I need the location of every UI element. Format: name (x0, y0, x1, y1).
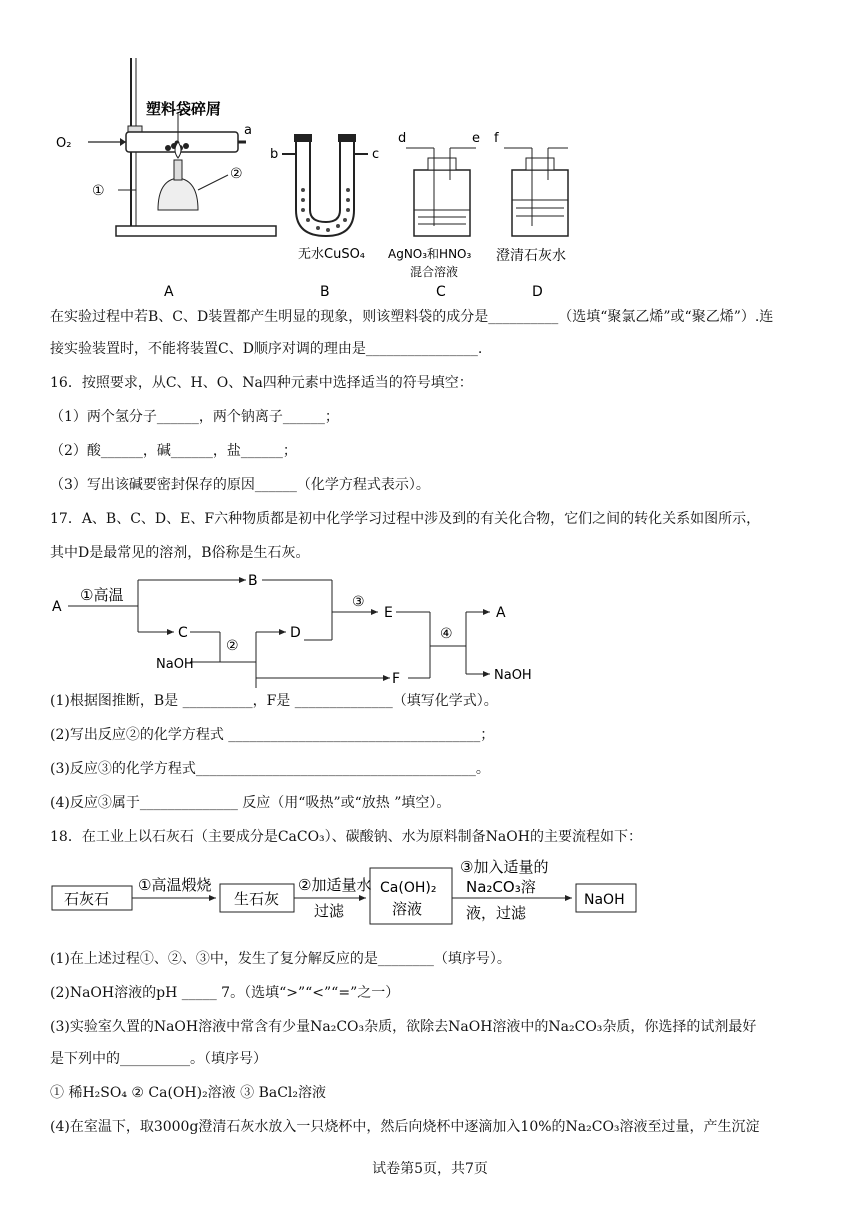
node-B: B (248, 573, 258, 589)
question-16-part-2: （2）酸______，碱______，盐______； (50, 443, 297, 459)
circle1-label: ① (92, 183, 105, 199)
step-1-label: ①高温 (80, 586, 124, 604)
step-3-label: ③ (352, 594, 365, 610)
question-17-part-1: (1)根据图推断，B是 __________，F是 ______________（填写化学式）。 (50, 693, 498, 709)
step-4-label: ④ (440, 626, 453, 642)
question-17: 17．A、B、C、D、E、F六种物质都是初中化学学习过程中涉及到的有关化合物，它们之间的转化关系如图所示， (50, 511, 761, 527)
flow-arrow-3-label-c: 液，过滤 (466, 904, 527, 922)
text-line-2: 接实验装置时，不能将装置C、D顺序对调的理由是________________. (50, 341, 483, 357)
question-18-options: ① 稀H₂SO₄ ② Ca(OH)₂溶液 ③ BaCl₂溶液 (50, 1085, 327, 1101)
question-17-cont: 其中D是最常见的溶剂，B俗称是生石灰。 (50, 545, 310, 561)
node-A: A (52, 599, 62, 615)
label-B: B (320, 284, 330, 300)
flow-box-caoh2-b: 溶液 (392, 900, 423, 918)
reagent-D: 澄清石灰水 (496, 248, 566, 264)
node-NaOH-out: NaOH (494, 668, 532, 683)
flow-arrow-2-label-a: ②加适量水 (298, 876, 372, 894)
apparatus-figure (48, 50, 588, 300)
node-D: D (290, 625, 301, 641)
question-16: 16．按照要求，从C、H、O、Na四种元素中选择适当的符号填空： (50, 375, 473, 391)
question-18-part-4: (4)在室温下，取3000g澄清石灰水放入一只烧杯中，然后向烧杯中逐滴加入10%的Na₂CO₃溶液至过量，产生沉淀 (50, 1119, 760, 1135)
port-d-label: d (398, 131, 407, 146)
flow-arrow-2-label-b: 过滤 (314, 902, 345, 920)
question-18-part-2: (2)NaOH溶液的pH _____ 7。（选填“>”“<”“=”之一） (50, 985, 400, 1001)
flow-box-naoh: NaOH (584, 892, 625, 908)
reaction-diagram-17 (50, 566, 550, 690)
flow-arrow-1-label: ①高温煅烧 (138, 876, 212, 894)
question-18-part-3: (3)实验室久置的NaOH溶液中常含有少量Na₂CO₃杂质，欲除去NaOH溶液中的Na₂CO₃杂质，你选择的试剂最好 (50, 1019, 757, 1035)
port-a-label: a (244, 123, 252, 138)
flow-arrow-3-label-a: ③加入适量的 (460, 858, 549, 876)
node-C: C (178, 625, 188, 641)
node-F: F (392, 671, 401, 687)
port-f-label: f (494, 131, 499, 146)
flow-box-limestone: 石灰石 (64, 890, 110, 908)
flow-box-quicklime: 生石灰 (234, 890, 280, 908)
question-18-part-3-cont: 是下列中的__________。（填序号） (50, 1051, 267, 1067)
process-flow-18 (50, 850, 625, 930)
text-line-1: 在实验过程中若B、C、D装置都产生明显的现象，则该塑料袋的成分是__________（选填“聚氯乙烯”或“聚乙烯”）.连 (50, 309, 774, 325)
node-NaOH-in: NaOH (156, 657, 194, 672)
step-2-label: ② (226, 638, 239, 654)
circle2-label: ② (230, 166, 243, 182)
port-e-label: e (472, 131, 480, 146)
question-18-part-1: (1)在上述过程①、②、③中，发生了复分解反应的是________（填序号）。 (50, 951, 511, 967)
reagent-C-2: 混合溶液 (410, 265, 459, 279)
plastic-label: 塑料袋碎屑 (146, 100, 222, 118)
node-E: E (384, 605, 393, 621)
page-footer: 试卷第5页，共7页 (372, 1161, 488, 1177)
question-18: 18．在工业上以石灰石（主要成分是CaCO₃）、碳酸钠、水为原料制备NaOH的主要流程如下： (50, 829, 642, 845)
port-c-label: c (372, 147, 380, 162)
question-17-part-3: (3)反应③的化学方程式________________________________________。 (50, 761, 490, 777)
question-17-part-2: (2)写出反应②的化学方程式 ____________________________________； (50, 727, 495, 743)
reagent-C-1: AgNO₃和HNO₃ (388, 247, 472, 261)
port-b-label: b (270, 147, 279, 162)
flow-box-caoh2-a: Ca(OH)₂ (380, 880, 437, 896)
o2-label: O₂ (56, 136, 72, 151)
reagent-B: 无水CuSO₄ (298, 247, 366, 262)
question-17-part-4: (4)反应③属于______________ 反应（用“吸热”或“放热 ”填空）。 (50, 795, 451, 811)
label-A: A (164, 284, 174, 300)
flow-arrow-3-label-b: Na₂CO₃溶 (466, 878, 536, 896)
label-C: C (436, 284, 446, 300)
node-A-out: A (496, 605, 506, 621)
label-D: D (532, 284, 543, 300)
question-16-part-3: （3）写出该碱要密封保存的原因______（化学方程式表示）。 (50, 477, 430, 493)
question-16-part-1: （1）两个氢分子______，两个钠离子______； (50, 409, 339, 425)
